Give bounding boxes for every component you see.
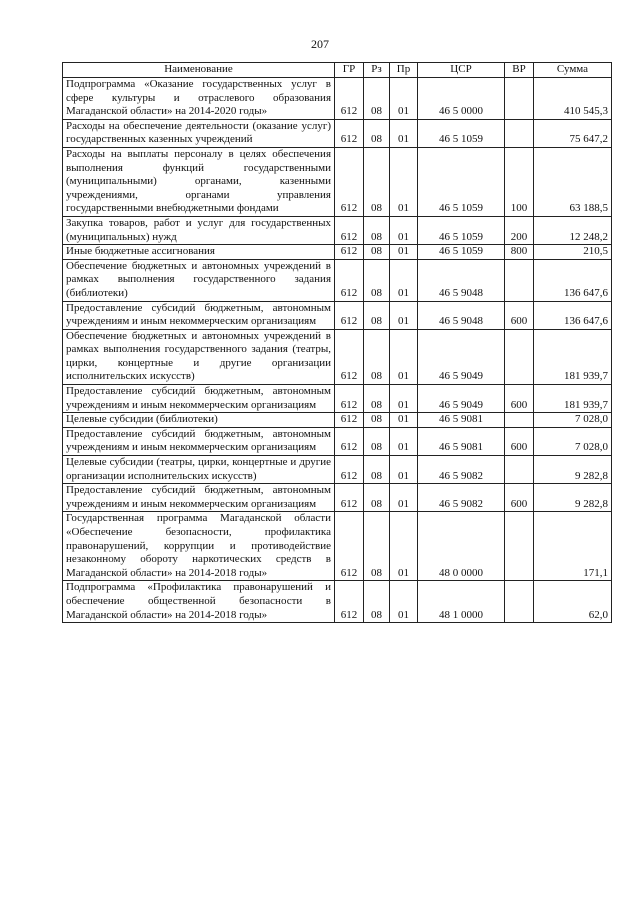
cell-name: Предоставление субсидий бюджетным, автономным учреждениям и иным некоммерческим организациям [63,427,335,455]
cell-pr: 01 [390,301,418,329]
cell-pr: 01 [390,581,418,623]
table-row [63,512,612,581]
cell-vr: 600 [505,484,534,512]
table-row [63,147,612,216]
cell-name: Закупка товаров, работ и услуг для государственных (муниципальных) нужд [63,216,335,244]
cell-vr: 600 [505,301,534,329]
cell-gr: 612 [335,119,364,147]
cell-sum: 410 545,3 [534,78,612,120]
header-pr: Пр [390,63,418,78]
table-row [63,484,612,512]
cell-vr: 100 [505,147,534,216]
cell-rz: 08 [364,456,390,484]
cell-vr [505,78,534,120]
header-vr: ВР [505,63,534,78]
cell-rz: 08 [364,301,390,329]
cell-csr: 46 5 9081 [418,427,505,455]
cell-vr [505,413,534,428]
cell-gr: 612 [335,216,364,244]
cell-name: Предоставление субсидий бюджетным, автономным учреждениям и иным некоммерческим организациям [63,484,335,512]
cell-gr: 612 [335,78,364,120]
cell-pr: 01 [390,456,418,484]
cell-name: Обеспечение бюджетных и автономных учреждений в рамках выполнения государственного задания (библиотеки) [63,259,335,301]
cell-name: Обеспечение бюджетных и автономных учреждений в рамках выполнения государственного задания (театры, цирки, концертные и другие организации исполнительских искусств) [63,329,335,384]
header-rz: Рз [364,63,390,78]
cell-rz: 08 [364,245,390,260]
cell-csr: 46 5 9049 [418,385,505,413]
cell-gr: 612 [335,484,364,512]
table-row [63,245,612,260]
cell-csr: 46 5 9048 [418,259,505,301]
cell-gr: 612 [335,427,364,455]
cell-sum: 7 028,0 [534,427,612,455]
cell-rz: 08 [364,484,390,512]
cell-rz: 08 [364,259,390,301]
header-gr: ГР [335,63,364,78]
cell-gr: 612 [335,245,364,260]
table-row [63,329,612,384]
table-row [63,427,612,455]
page-number: 207 [311,37,329,51]
cell-pr: 01 [390,78,418,120]
cell-pr: 01 [390,216,418,244]
header-row [63,63,612,78]
cell-vr [505,456,534,484]
cell-name: Иные бюджетные ассигнования [63,245,335,260]
cell-sum: 181 939,7 [534,329,612,384]
cell-gr: 612 [335,456,364,484]
cell-gr: 612 [335,413,364,428]
cell-gr: 612 [335,259,364,301]
cell-pr: 01 [390,385,418,413]
budget-table [62,62,612,623]
cell-rz: 08 [364,413,390,428]
table-row [63,216,612,244]
table-row [63,413,612,428]
cell-name: Расходы на обеспечение деятельности (оказание услуг) государственных казенных учреждений [63,119,335,147]
cell-csr: 46 5 9049 [418,329,505,384]
cell-vr [505,581,534,623]
cell-name: Предоставление субсидий бюджетным, автономным учреждениям и иным некоммерческим организациям [63,301,335,329]
cell-pr: 01 [390,119,418,147]
cell-csr: 46 5 9081 [418,413,505,428]
cell-csr: 48 1 0000 [418,581,505,623]
cell-rz: 08 [364,427,390,455]
cell-pr: 01 [390,512,418,581]
cell-csr: 46 5 1059 [418,245,505,260]
cell-pr: 01 [390,484,418,512]
cell-sum: 12 248,2 [534,216,612,244]
cell-rz: 08 [364,329,390,384]
cell-pr: 01 [390,329,418,384]
cell-csr: 46 5 9082 [418,456,505,484]
cell-vr: 600 [505,385,534,413]
header-name: Наименование [63,63,335,78]
cell-csr: 48 0 0000 [418,512,505,581]
table-row [63,119,612,147]
cell-sum: 63 188,5 [534,147,612,216]
cell-vr [505,119,534,147]
table-body [63,78,612,623]
cell-sum: 210,5 [534,245,612,260]
cell-rz: 08 [364,512,390,581]
cell-rz: 08 [364,147,390,216]
cell-name: Целевые субсидии (библиотеки) [63,413,335,428]
cell-vr [505,512,534,581]
cell-sum: 136 647,6 [534,259,612,301]
cell-gr: 612 [335,581,364,623]
table-row [63,259,612,301]
cell-name: Государственная программа Магаданской области «Обеспечение безопасности, профилактика правонарушений, коррупции и противодействие незаконному обороту наркотических средств в Магаданской области» на 2014-2018 годы» [63,512,335,581]
cell-pr: 01 [390,259,418,301]
cell-name: Предоставление субсидий бюджетным, автономным учреждениям и иным некоммерческим организациям [63,385,335,413]
table-row [63,385,612,413]
cell-csr: 46 5 1059 [418,216,505,244]
cell-sum: 62,0 [534,581,612,623]
cell-rz: 08 [364,119,390,147]
cell-rz: 08 [364,216,390,244]
cell-sum: 9 282,8 [534,484,612,512]
cell-name: Подпрограмма «Профилактика правонарушений и обеспечение общественной безопасности в Магаданской области» на 2014-2018 годы» [63,581,335,623]
header-csr: ЦСР [418,63,505,78]
cell-rz: 08 [364,581,390,623]
table-row [63,78,612,120]
cell-pr: 01 [390,413,418,428]
cell-name: Расходы на выплаты персоналу в целях обеспечения выполнения функций государственными (муниципальными) органами, казенными учреждениями, органами управления государственными внебюджетными фондами [63,147,335,216]
cell-vr: 600 [505,427,534,455]
cell-vr: 800 [505,245,534,260]
cell-rz: 08 [364,78,390,120]
cell-pr: 01 [390,245,418,260]
cell-sum: 136 647,6 [534,301,612,329]
cell-vr [505,259,534,301]
cell-name: Целевые субсидии (театры, цирки, концертные и другие организации исполнительских искусств) [63,456,335,484]
table-row [63,456,612,484]
cell-sum: 171,1 [534,512,612,581]
cell-gr: 612 [335,385,364,413]
cell-sum: 181 939,7 [534,385,612,413]
cell-csr: 46 5 9048 [418,301,505,329]
header-sum: Сумма [534,63,612,78]
table-row [63,301,612,329]
cell-name: Подпрограмма «Оказание государственных услуг в сфере культуры и отраслевого образования Магаданской области» на 2014-2020 годы» [63,78,335,120]
cell-csr: 46 5 9082 [418,484,505,512]
cell-csr: 46 5 0000 [418,78,505,120]
cell-gr: 612 [335,512,364,581]
cell-vr: 200 [505,216,534,244]
cell-sum: 75 647,2 [534,119,612,147]
cell-pr: 01 [390,147,418,216]
table-row [63,581,612,623]
cell-rz: 08 [364,385,390,413]
cell-sum: 7 028,0 [534,413,612,428]
cell-gr: 612 [335,329,364,384]
cell-vr [505,329,534,384]
cell-gr: 612 [335,147,364,216]
cell-gr: 612 [335,301,364,329]
cell-sum: 9 282,8 [534,456,612,484]
cell-csr: 46 5 1059 [418,147,505,216]
cell-pr: 01 [390,427,418,455]
cell-csr: 46 5 1059 [418,119,505,147]
